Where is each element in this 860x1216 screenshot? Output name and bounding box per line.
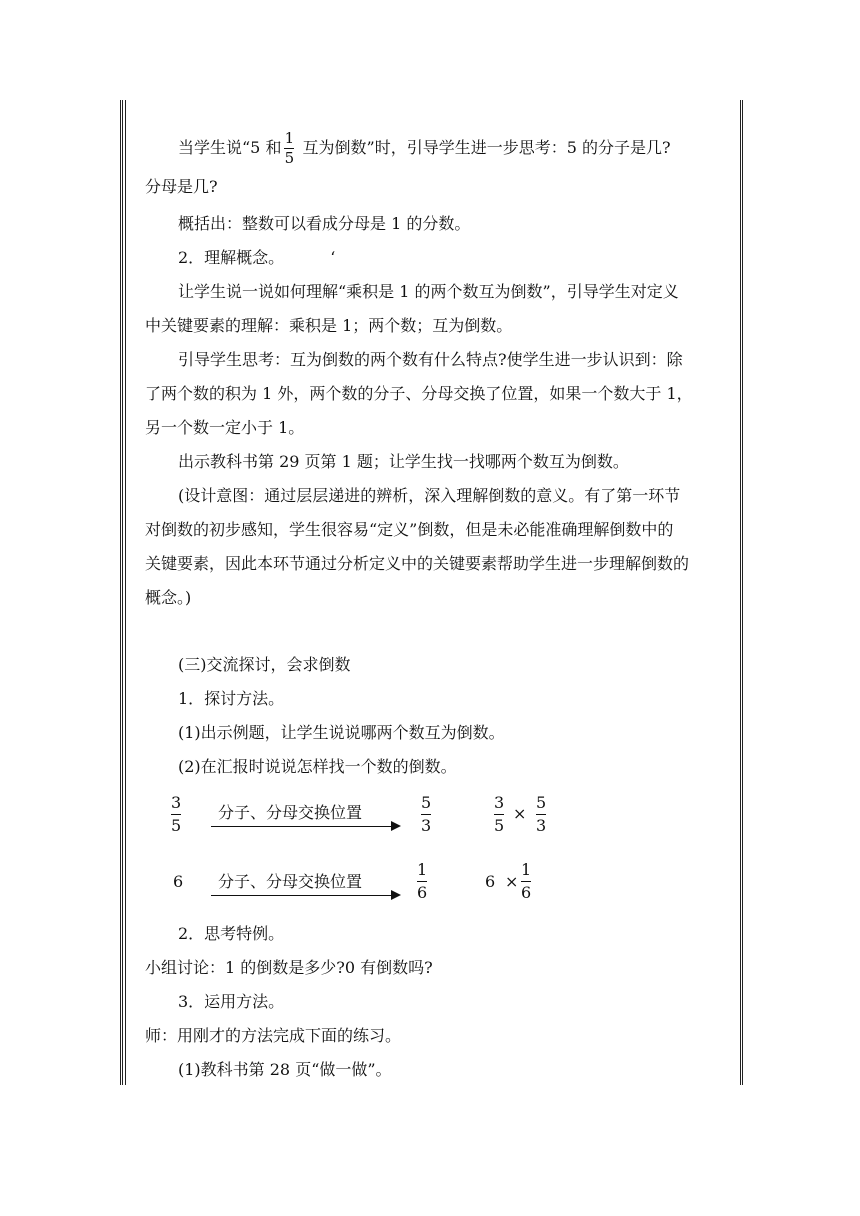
denominator: 5 (494, 816, 505, 835)
row1-product-fraction-a (494, 793, 504, 836)
line-13: 关键要素，因此本环节通过分析定义中的关键要素帮助学生进一步理解倒数的 (145, 554, 690, 573)
fraction-bar (171, 814, 181, 815)
line-8: 了两个数的积为 1 外，两个数的分子、分母交换了位置，如果一个数大于 1， (145, 384, 693, 403)
row2-product-number: 6 (485, 872, 496, 891)
fraction-denominator: 5 (284, 149, 295, 167)
denominator: 5 (171, 816, 182, 835)
row1-arrow-line (211, 826, 391, 827)
line-14: 概念。) (145, 588, 192, 607)
row1-source-fraction (171, 793, 181, 836)
denominator: 6 (521, 883, 532, 902)
line-2: 分母是几? (145, 177, 218, 196)
fraction-bar (521, 881, 531, 882)
line-12: 对倒数的初步感知，学生很容易“定义”倒数，但是未必能准确理解倒数中的 (145, 520, 674, 539)
fraction-bar (536, 814, 546, 815)
row2-result-fraction (417, 860, 427, 903)
line-20: 小组讨论：1 的倒数是多少?0 有倒数吗? (145, 958, 433, 977)
line-1-part-b: 互为倒数”时，引导学生进一步思考：5 的分子是几? (297, 138, 671, 157)
line-16: 1．探讨方法。 (178, 689, 285, 708)
line-6: 中关键要素的理解：乘积是 1；两个数；互为倒数。 (145, 316, 513, 335)
line-21: 3．运用方法。 (178, 992, 285, 1011)
line-19: 2．思考特例。 (178, 924, 285, 943)
content-frame (120, 100, 743, 1085)
line-1 (178, 130, 671, 167)
fraction-one-fifth (284, 130, 294, 167)
row2-product-fraction (521, 860, 531, 903)
line-4-text: 2．理解概念。 (178, 248, 285, 267)
numerator: 3 (494, 793, 505, 812)
line-7: 引导学生思考：互为倒数的两个数有什么特点?使学生进一步认识到：除 (178, 350, 683, 369)
line-4 (178, 248, 335, 268)
line-1-part-a: 当学生说“5 和 (178, 138, 282, 157)
numerator: 3 (171, 793, 182, 812)
denominator: 3 (421, 816, 432, 835)
numerator: 1 (417, 860, 428, 879)
numerator: 5 (421, 793, 432, 812)
fraction-bar (421, 814, 431, 815)
fraction-numerator: 1 (284, 129, 295, 147)
row2-times-sign: × (505, 872, 519, 891)
line-17: (1)出示例题，让学生说说哪两个数互为倒数。 (178, 723, 505, 742)
numerator: 1 (521, 860, 532, 879)
row2-source-number: 6 (173, 872, 184, 891)
section-heading: (三)交流探讨，会求倒数 (178, 655, 351, 674)
denominator: 6 (417, 883, 428, 902)
line-3: 概括出：整数可以看成分母是 1 的分数。 (178, 214, 471, 233)
row1-product-fraction-b (536, 793, 546, 836)
line-10: 出示教科书第 29 页第 1 题；让学生找一找哪两个数互为倒数。 (178, 452, 629, 471)
line-11: (设计意图：通过层层递进的辨析，深入理解倒数的意义。有了第一环节 (178, 486, 681, 505)
line-22: 师：用刚才的方法完成下面的练习。 (145, 1026, 402, 1045)
fraction-bar (417, 881, 427, 882)
row1-arrow-label: 分子、分母交换位置 (218, 803, 363, 822)
row2-arrow-head-icon (391, 890, 401, 900)
line-23: (1)教科书第 28 页“做一做”。 (178, 1060, 392, 1079)
line-18: (2)在汇报时说说怎样找一个数的倒数。 (178, 757, 457, 776)
row2-arrow-line (211, 895, 391, 896)
line-9: 另一个数一定小于 1。 (145, 418, 305, 437)
row1-result-fraction (421, 793, 431, 836)
row1-times-sign: × (513, 804, 527, 823)
denominator: 3 (536, 816, 547, 835)
line-5: 让学生说一说如何理解“乘积是 1 的两个数互为倒数”，引导学生对定义 (178, 282, 679, 301)
stray-quote-mark: ‘ (330, 248, 336, 267)
row2-arrow-label: 分子、分母交换位置 (218, 872, 363, 891)
row1-arrow-head-icon (391, 821, 401, 831)
fraction-bar (494, 814, 504, 815)
numerator: 5 (536, 793, 547, 812)
